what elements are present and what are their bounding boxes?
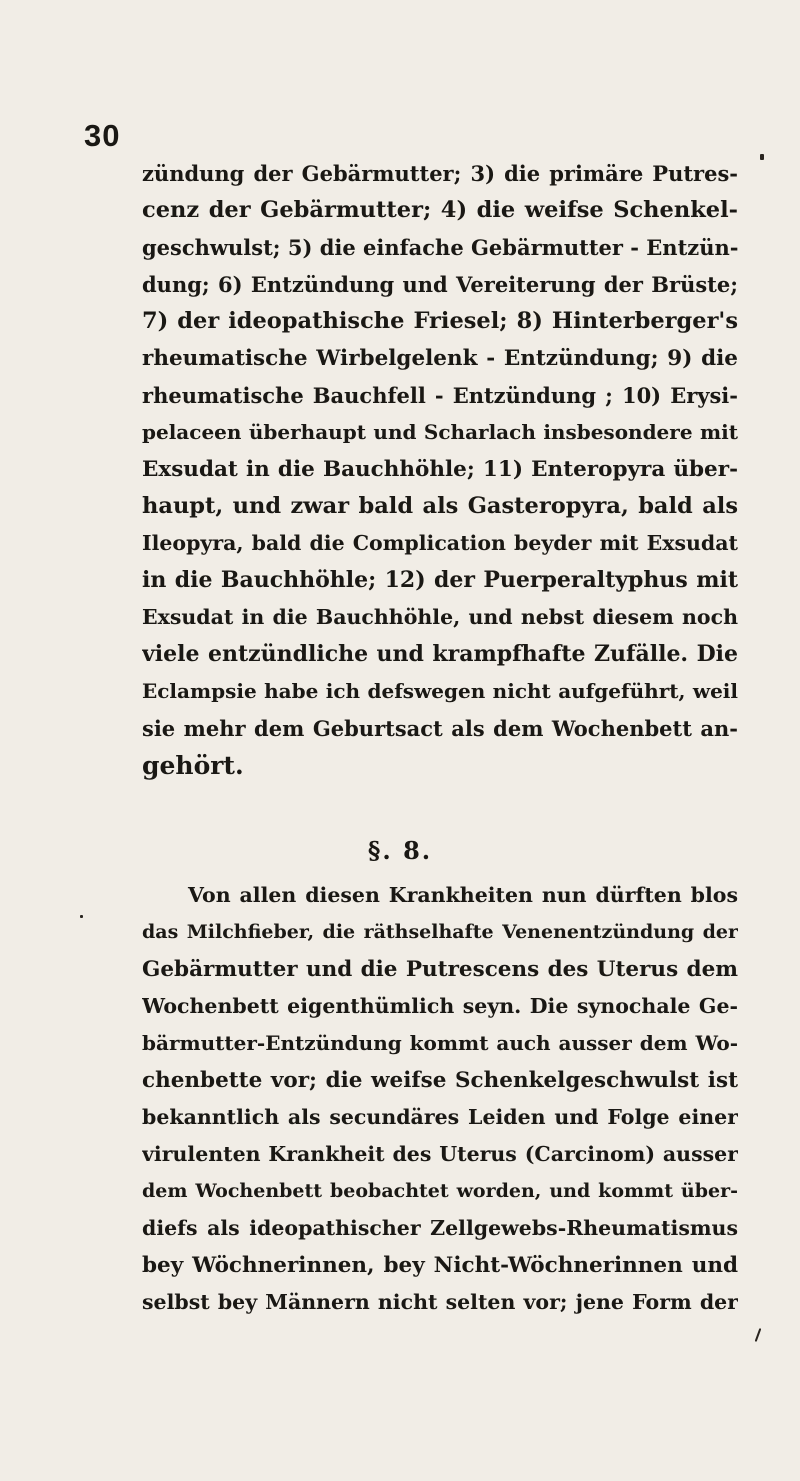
text-line: 7) der ideopathische Friesel; 8) Hinterberger's [142,308,738,334]
text-line: Exsudat in die Bauchhöhle; 11) Enteropyra über- [142,457,738,482]
text-line: bey Wöchnerinnen, bey Nicht-Wöchnerinnen und [142,1253,738,1278]
paragraph-1 [142,155,738,784]
text-line: diefs als ideopathischer Zellgewebs-Rheumatismus [142,1216,738,1240]
text-line: pelaceen überhaupt und Scharlach insbesondere mit [142,420,738,444]
section-heading: §. 8. [367,836,433,865]
text-line: virulenten Krankheit des Uterus (Carcinom) ausser [142,1142,738,1166]
text-line: rheumatische Bauchfell - Entzündung ; 10) Erysi- [142,383,738,408]
page-number: 30 [84,118,121,153]
text-line: dem Wochenbett beobachtet worden, und kommt über- [142,1180,738,1202]
text-line: in die Bauchhöhle; 12) der Puerperaltyphus mit [142,567,738,593]
print-speck [755,1328,762,1342]
text-line: Von allen diesen Krankheiten nun dürften blos [188,883,738,907]
text-line: das Milchfieber, die räthselhafte Venenentzündung der [142,921,738,943]
text-line: cenz der Gebärmutter; 4) die weifse Schenkel- [142,197,738,223]
text-line: Exsudat in die Bauchhöhle, und nebst diesem noch [142,605,738,629]
text-line: gehört. [142,751,244,780]
text-line: sie mehr dem Geburtsact als dem Wochenbett an- [142,716,738,741]
print-speck [760,154,764,160]
paragraph-2 [142,877,738,1321]
text-line: Wochenbett eigenthümlich seyn. Die synochale Ge- [142,994,738,1018]
text-line: viele entzündliche und krampfhafte Zufälle. Die [142,641,738,667]
text-line: zündung der Gebärmutter; 3) die primäre Putres- [142,161,738,186]
text-line: geschwulst; 5) die einfache Gebärmutter - Entzün- [142,235,738,260]
text-line: bekanntlich als secundäres Leiden und Folge einer [142,1105,738,1129]
text-line: Gebärmutter und die Putrescens des Uterus dem [142,957,738,982]
text-line: chenbette vor; die weifse Schenkelgeschwulst ist [142,1068,738,1093]
text-line: bärmutter-Entzündung kommt auch ausser dem Wo- [142,1031,738,1055]
text-line: Ileopyra, bald die Complication beyder mit Exsudat [142,531,738,555]
text-line: haupt, und zwar bald als Gasteropyra, bald als [142,493,738,519]
text-line: rheumatische Wirbelgelenk - Entzündung; 9) die [142,346,738,371]
text-line: Eclampsie habe ich defswegen nicht aufgeführt, weil [142,679,738,703]
print-speck [80,915,83,918]
text-line: dung; 6) Entzündung und Vereiterung der Brüste; [142,272,738,297]
text-line: selbst bey Männern nicht selten vor; jene Form der [142,1290,738,1314]
